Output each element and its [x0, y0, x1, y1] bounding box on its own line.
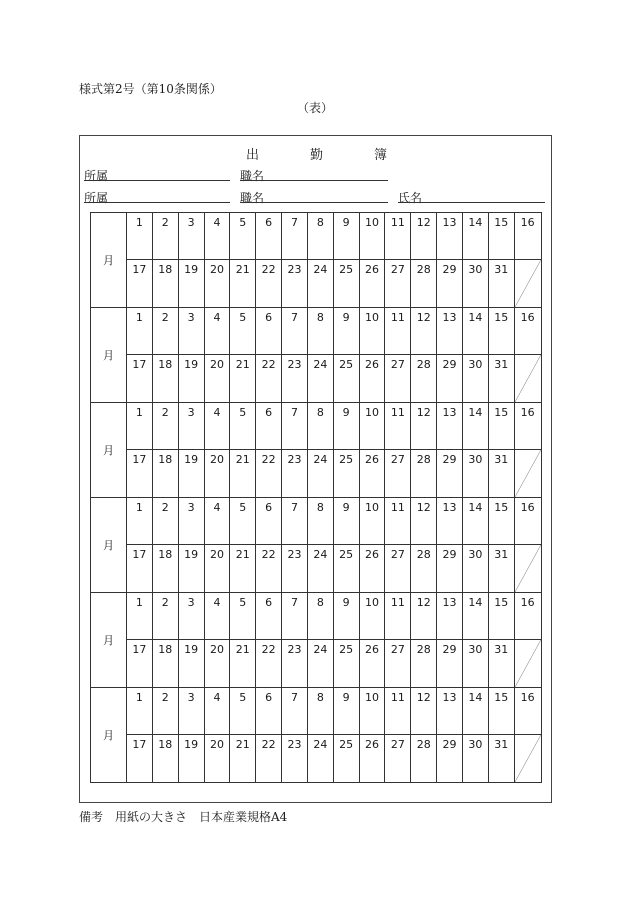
title-char-3: 簿: [374, 148, 388, 163]
day-cell[interactable]: 24: [307, 260, 333, 308]
day-cell[interactable]: 18: [152, 545, 178, 593]
day-cell[interactable]: 2: [152, 308, 178, 355]
day-cell[interactable]: 25: [333, 640, 359, 688]
diagonal-strike: [515, 450, 541, 497]
day-cell[interactable]: 25: [333, 735, 359, 783]
day-cell[interactable]: 30: [462, 735, 488, 783]
day-cell[interactable]: 27: [385, 735, 411, 783]
day-cell[interactable]: 5: [230, 498, 256, 545]
day-cell[interactable]: 5: [230, 213, 256, 260]
title-char-2: 勤: [310, 148, 324, 163]
month-block-row-bottom: [91, 545, 542, 593]
day-cell[interactable]: 7: [282, 593, 308, 640]
day-cell[interactable]: 22: [256, 735, 282, 783]
day-cell[interactable]: 10: [359, 403, 385, 450]
day-cell[interactable]: 20: [204, 355, 230, 403]
form-number: 様式第2号（第10条関係）: [79, 82, 222, 96]
month-block-row-top: [91, 593, 542, 640]
day-cell[interactable]: 29: [437, 450, 463, 498]
day-cell[interactable]: 5: [230, 688, 256, 735]
day-cell[interactable]: 8: [307, 308, 333, 355]
day-cell[interactable]: 31: [488, 450, 514, 498]
day-cell[interactable]: 21: [230, 545, 256, 593]
day-cell[interactable]: 15: [488, 688, 514, 735]
day-cell[interactable]: 17: [127, 260, 153, 308]
day-cell[interactable]: 11: [385, 688, 411, 735]
day-cell[interactable]: 20: [204, 450, 230, 498]
day-cell[interactable]: 9: [333, 688, 359, 735]
day-cell[interactable]: 3: [178, 593, 204, 640]
day-cell[interactable]: 18: [152, 640, 178, 688]
day-cell[interactable]: 15: [488, 403, 514, 450]
day-cell[interactable]: 21: [230, 735, 256, 783]
day-cell[interactable]: 4: [204, 213, 230, 260]
day-cell[interactable]: 7: [282, 403, 308, 450]
day-cell[interactable]: 27: [385, 545, 411, 593]
day-cell[interactable]: 17: [127, 355, 153, 403]
day-cell[interactable]: 5: [230, 403, 256, 450]
day-cell[interactable]: 15: [488, 213, 514, 260]
day-cell[interactable]: 26: [359, 260, 385, 308]
day-cell[interactable]: 16: [514, 308, 541, 355]
day-cell[interactable]: 16: [514, 403, 541, 450]
day-cell[interactable]: 4: [204, 403, 230, 450]
day-cell[interactable]: 23: [282, 450, 308, 498]
day-cell[interactable]: 21: [230, 450, 256, 498]
day-cell[interactable]: 21: [230, 640, 256, 688]
day-cell[interactable]: 1: [127, 498, 153, 545]
day-cell[interactable]: 27: [385, 355, 411, 403]
diagonal-strike: [515, 260, 541, 307]
day-cell[interactable]: 13: [437, 593, 463, 640]
day-cell[interactable]: 11: [385, 498, 411, 545]
day-cell[interactable]: 31: [488, 355, 514, 403]
day-cell[interactable]: 9: [333, 403, 359, 450]
unused-day-cell: [514, 355, 541, 403]
unused-day-cell: [514, 260, 541, 308]
day-cell[interactable]: 2: [152, 688, 178, 735]
day-cell[interactable]: 13: [437, 308, 463, 355]
face-label: （表）: [296, 101, 333, 115]
day-cell[interactable]: 17: [127, 640, 153, 688]
day-cell[interactable]: 6: [256, 593, 282, 640]
day-cell[interactable]: 7: [282, 498, 308, 545]
diagonal-strike: [515, 355, 541, 402]
day-cell[interactable]: 31: [488, 545, 514, 593]
day-cell[interactable]: 14: [462, 403, 488, 450]
day-cell[interactable]: 22: [256, 545, 282, 593]
day-cell[interactable]: 23: [282, 640, 308, 688]
day-cell[interactable]: 30: [462, 640, 488, 688]
day-cell[interactable]: 5: [230, 308, 256, 355]
day-cell[interactable]: 1: [127, 593, 153, 640]
unused-day-cell: [514, 545, 541, 593]
day-cell[interactable]: 10: [359, 498, 385, 545]
day-cell[interactable]: 13: [437, 213, 463, 260]
day-cell[interactable]: 22: [256, 355, 282, 403]
day-cell[interactable]: 3: [178, 688, 204, 735]
day-cell[interactable]: 8: [307, 593, 333, 640]
day-cell[interactable]: 6: [256, 213, 282, 260]
day-cell[interactable]: 15: [488, 498, 514, 545]
day-cell[interactable]: 24: [307, 450, 333, 498]
day-cell[interactable]: 20: [204, 260, 230, 308]
day-cell[interactable]: 19: [178, 545, 204, 593]
day-cell[interactable]: 19: [178, 640, 204, 688]
day-cell[interactable]: 25: [333, 545, 359, 593]
day-cell[interactable]: 3: [178, 308, 204, 355]
day-cell[interactable]: 28: [411, 355, 437, 403]
position-label-1: 職名: [240, 169, 265, 183]
day-cell[interactable]: 17: [127, 450, 153, 498]
day-cell[interactable]: 12: [411, 213, 437, 260]
day-cell[interactable]: 16: [514, 213, 541, 260]
day-cell[interactable]: 28: [411, 545, 437, 593]
day-cell[interactable]: 26: [359, 735, 385, 783]
day-cell[interactable]: 18: [152, 355, 178, 403]
day-cell[interactable]: 21: [230, 355, 256, 403]
month-cell[interactable]: 月: [91, 688, 127, 783]
title-char-1: 出: [246, 148, 260, 163]
day-cell[interactable]: 22: [256, 260, 282, 308]
day-cell[interactable]: 18: [152, 260, 178, 308]
day-cell[interactable]: 27: [385, 640, 411, 688]
day-cell[interactable]: 20: [204, 735, 230, 783]
day-cell[interactable]: 11: [385, 593, 411, 640]
month-block-row-top: [91, 688, 542, 735]
diagonal-strike: [515, 545, 541, 592]
day-cell[interactable]: 20: [204, 545, 230, 593]
day-cell[interactable]: 14: [462, 308, 488, 355]
day-cell[interactable]: 8: [307, 213, 333, 260]
remarks-note: 備考 用紙の大きさ 日本産業規格A4: [79, 810, 288, 824]
day-cell[interactable]: 23: [282, 735, 308, 783]
day-cell[interactable]: 1: [127, 308, 153, 355]
day-cell[interactable]: 7: [282, 688, 308, 735]
day-cell[interactable]: 14: [462, 688, 488, 735]
day-cell[interactable]: 6: [256, 688, 282, 735]
day-cell[interactable]: 7: [282, 213, 308, 260]
day-cell[interactable]: 12: [411, 308, 437, 355]
diagonal-strike: [515, 735, 541, 782]
day-cell[interactable]: 26: [359, 450, 385, 498]
day-cell[interactable]: 19: [178, 355, 204, 403]
month-block-row-bottom: [91, 355, 542, 403]
day-cell[interactable]: 13: [437, 688, 463, 735]
unused-day-cell: [514, 640, 541, 688]
day-cell[interactable]: 25: [333, 260, 359, 308]
day-cell[interactable]: 10: [359, 593, 385, 640]
day-cell[interactable]: 18: [152, 735, 178, 783]
month-block-row-top: [91, 403, 542, 450]
name-label: 氏名: [398, 191, 423, 205]
day-cell[interactable]: 4: [204, 308, 230, 355]
day-cell[interactable]: 10: [359, 688, 385, 735]
day-cell[interactable]: 6: [256, 498, 282, 545]
month-cell[interactable]: 月: [91, 498, 127, 593]
day-cell[interactable]: 28: [411, 735, 437, 783]
day-cell[interactable]: 13: [437, 498, 463, 545]
day-cell[interactable]: 21: [230, 260, 256, 308]
day-cell[interactable]: 4: [204, 593, 230, 640]
day-cell[interactable]: 1: [127, 213, 153, 260]
day-cell[interactable]: 10: [359, 213, 385, 260]
day-cell[interactable]: 17: [127, 545, 153, 593]
day-cell[interactable]: 2: [152, 498, 178, 545]
position-field-2[interactable]: [240, 202, 388, 203]
month-block-row-top: [91, 498, 542, 545]
day-cell[interactable]: 8: [307, 498, 333, 545]
day-cell[interactable]: 3: [178, 403, 204, 450]
day-cell[interactable]: 31: [488, 260, 514, 308]
day-cell[interactable]: 30: [462, 450, 488, 498]
day-cell[interactable]: 26: [359, 355, 385, 403]
day-cell[interactable]: 3: [178, 213, 204, 260]
affiliation-field-1[interactable]: [84, 180, 230, 181]
day-cell[interactable]: 31: [488, 640, 514, 688]
unused-day-cell: [514, 735, 541, 783]
day-cell[interactable]: 9: [333, 308, 359, 355]
day-cell[interactable]: 31: [488, 735, 514, 783]
day-cell[interactable]: 9: [333, 498, 359, 545]
day-cell[interactable]: 4: [204, 498, 230, 545]
day-cell[interactable]: 16: [514, 688, 541, 735]
day-cell[interactable]: 24: [307, 640, 333, 688]
day-cell[interactable]: 14: [462, 498, 488, 545]
day-cell[interactable]: 28: [411, 260, 437, 308]
day-cell[interactable]: 18: [152, 450, 178, 498]
day-cell[interactable]: 24: [307, 545, 333, 593]
day-cell[interactable]: 12: [411, 688, 437, 735]
day-cell[interactable]: 11: [385, 403, 411, 450]
day-cell[interactable]: 1: [127, 688, 153, 735]
day-cell[interactable]: 25: [333, 450, 359, 498]
day-cell[interactable]: 23: [282, 355, 308, 403]
day-cell[interactable]: 11: [385, 308, 411, 355]
day-cell[interactable]: 24: [307, 355, 333, 403]
day-cell[interactable]: 28: [411, 640, 437, 688]
position-field-1[interactable]: [240, 180, 388, 181]
affiliation-label-2: 所属: [84, 191, 109, 205]
day-cell[interactable]: 13: [437, 403, 463, 450]
day-cell[interactable]: 7: [282, 308, 308, 355]
affiliation-field-2[interactable]: [84, 202, 230, 203]
month-block-row-bottom: [91, 450, 542, 498]
day-cell[interactable]: 22: [256, 640, 282, 688]
day-cell[interactable]: 15: [488, 593, 514, 640]
day-cell[interactable]: 23: [282, 545, 308, 593]
day-cell[interactable]: 19: [178, 735, 204, 783]
month-block-row-bottom: [91, 260, 542, 308]
day-cell[interactable]: 17: [127, 735, 153, 783]
day-cell[interactable]: 29: [437, 640, 463, 688]
day-cell[interactable]: 1: [127, 403, 153, 450]
day-cell[interactable]: 9: [333, 213, 359, 260]
day-cell[interactable]: 6: [256, 308, 282, 355]
day-cell[interactable]: 14: [462, 593, 488, 640]
month-block-row-bottom: [91, 735, 542, 783]
month-cell[interactable]: 月: [91, 308, 127, 403]
day-cell[interactable]: 19: [178, 260, 204, 308]
day-cell[interactable]: 6: [256, 403, 282, 450]
day-cell[interactable]: 10: [359, 308, 385, 355]
day-cell[interactable]: 30: [462, 545, 488, 593]
diagonal-strike: [515, 640, 541, 687]
day-cell[interactable]: 16: [514, 593, 541, 640]
day-cell[interactable]: 28: [411, 450, 437, 498]
day-cell[interactable]: 16: [514, 498, 541, 545]
day-cell[interactable]: 2: [152, 213, 178, 260]
day-cell[interactable]: 26: [359, 640, 385, 688]
day-cell[interactable]: 27: [385, 260, 411, 308]
day-cell[interactable]: 24: [307, 735, 333, 783]
name-field[interactable]: [398, 202, 545, 203]
day-cell[interactable]: 29: [437, 260, 463, 308]
day-cell[interactable]: 23: [282, 260, 308, 308]
day-cell[interactable]: 27: [385, 450, 411, 498]
day-cell[interactable]: 19: [178, 450, 204, 498]
day-cell[interactable]: 29: [437, 355, 463, 403]
day-cell[interactable]: 2: [152, 593, 178, 640]
month-cell[interactable]: 月: [91, 593, 127, 688]
day-cell[interactable]: 9: [333, 593, 359, 640]
month-block-row-bottom: [91, 640, 542, 688]
month-cell[interactable]: 月: [91, 403, 127, 498]
day-cell[interactable]: 29: [437, 545, 463, 593]
day-cell[interactable]: 8: [307, 403, 333, 450]
month-cell[interactable]: 月: [91, 213, 127, 308]
day-cell[interactable]: 20: [204, 640, 230, 688]
position-label-2: 職名: [240, 191, 265, 205]
day-cell[interactable]: 5: [230, 593, 256, 640]
day-cell[interactable]: 12: [411, 498, 437, 545]
day-cell[interactable]: 30: [462, 260, 488, 308]
day-cell[interactable]: 4: [204, 688, 230, 735]
day-cell[interactable]: 12: [411, 403, 437, 450]
day-cell[interactable]: 2: [152, 403, 178, 450]
month-block-row-top: [91, 308, 542, 355]
month-block-row-top: [91, 213, 542, 260]
day-cell[interactable]: 14: [462, 213, 488, 260]
day-cell[interactable]: 22: [256, 450, 282, 498]
affiliation-label-1: 所属: [84, 169, 109, 183]
day-cell[interactable]: 8: [307, 688, 333, 735]
day-cell[interactable]: 12: [411, 593, 437, 640]
day-cell[interactable]: 15: [488, 308, 514, 355]
attendance-grid: [90, 212, 542, 783]
unused-day-cell: [514, 450, 541, 498]
day-cell[interactable]: 29: [437, 735, 463, 783]
day-cell[interactable]: 3: [178, 498, 204, 545]
day-cell[interactable]: 25: [333, 355, 359, 403]
day-cell[interactable]: 11: [385, 213, 411, 260]
day-cell[interactable]: 26: [359, 545, 385, 593]
day-cell[interactable]: 30: [462, 355, 488, 403]
